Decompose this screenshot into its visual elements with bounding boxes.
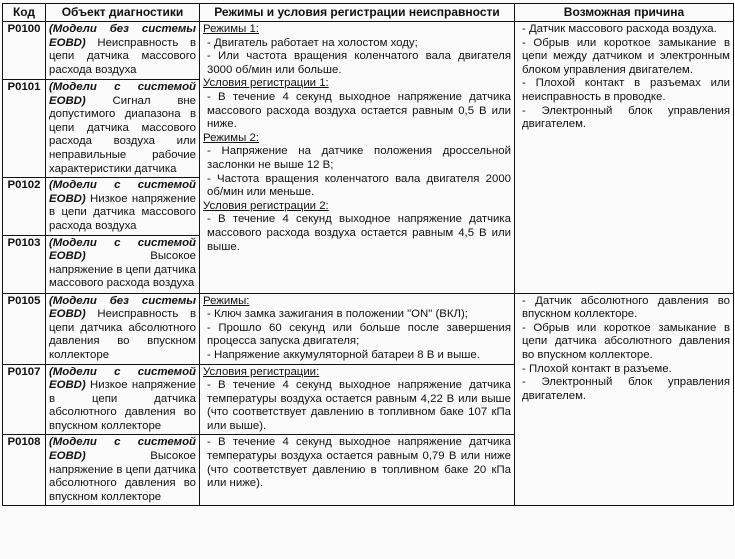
header-object: Объект диагностики	[46, 4, 200, 22]
model-note: (Модели без системы EOBD)	[49, 23, 196, 49]
cause-item: - Обрыв или короткое замыкание в цепи датчика абсолютного давления во впускном коллекторе.	[522, 321, 730, 361]
model-note: (Модели без системы EOBD)	[49, 294, 196, 321]
model-note: (Модели с системой EOBD)	[49, 436, 196, 463]
cause-item: - Датчик массового расхода воздуха.	[522, 23, 717, 35]
modes2-title: Режимы 2:	[203, 131, 259, 144]
model-note: (Модели с системой EOBD)	[49, 81, 196, 107]
cause-item: - Электронный блок управления двигателем.	[522, 376, 730, 402]
header-cause: Возможная причина	[515, 4, 734, 22]
diagnostic-object	[46, 178, 200, 235]
mode-item: - Напряжение на датчике положения дроссельной заслонки не выше 12 В;	[207, 145, 511, 171]
dtc-code: P0107	[3, 364, 46, 435]
modes1-title: Режимы 1:	[203, 23, 259, 35]
header-row	[3, 4, 734, 22]
header-modes: Режимы и условия регистрации неисправности	[200, 4, 515, 22]
dtc-code: P0108	[3, 435, 46, 506]
diagnostic-table	[2, 3, 734, 506]
mode-item: - Напряжение аккумуляторной батареи 8 В и выше.	[207, 348, 480, 361]
mode-item: - Или частота вращения коленчатого вала двигателя 3000 об/мин или больше.	[207, 50, 511, 76]
registration-text: - В течение 4 секунд выходное напряжение датчика массового расхода воздуха остается равным 0,5 В или ниже.	[207, 90, 511, 131]
registration-conditions-cell	[200, 364, 515, 435]
object-description: Неисправность в цепи датчика массового расхода воздуха	[49, 36, 197, 76]
diagnostic-object	[46, 293, 200, 364]
diagnostic-object	[46, 235, 200, 293]
modes-conditions-cell	[200, 293, 515, 364]
dtc-code: P0105	[3, 293, 46, 364]
registration-title: Условия регистрации:	[203, 365, 320, 378]
model-note: (Модели с системой EOBD)	[49, 365, 196, 392]
dtc-code: P0103	[3, 235, 46, 293]
mode-item: - Прошло 60 секунд или больше после завершения процесса запуска двигателя;	[207, 321, 511, 348]
model-note: (Модели с системой EOBD)	[49, 179, 196, 205]
mode-item: - Двигатель работает на холостом ходу;	[207, 36, 418, 49]
registration-conditions-cell	[200, 435, 515, 506]
mode-item: - Частота вращения коленчатого вала двигателя 2000 об/мин или меньше.	[207, 172, 511, 199]
object-description: Неисправность в цепи датчика абсолютного давления во впускном коллекторе	[49, 308, 197, 361]
cause-item: - Датчик абсолютного давления во впускном коллекторе.	[522, 294, 730, 321]
mode-item: - Ключ замка зажигания в положении "ON" (ВКЛ);	[207, 308, 468, 321]
cause-item: - Обрыв или короткое замыкание в цепи между датчиком и электронным блоком управления двигателем.	[522, 36, 730, 76]
diagnostic-object	[46, 80, 200, 178]
cause-item: - Плохой контакт в разъемах или неисправность в проводке.	[522, 77, 730, 103]
registration-text: - В течение 4 секунд выходное напряжение датчика температуры воздуха остается равным 0,79 В или ниже (что соответствует давлению в топливном баке 20 кПа или ниже).	[207, 436, 511, 490]
object-description: Низкое напряжение в цепи датчика абсолютного давления во впускном коллекторе	[49, 379, 196, 432]
possible-cause-cell	[515, 22, 734, 294]
registration1-title: Условия регистрации 1:	[203, 77, 329, 90]
object-description: Низкое напряжение в цепи датчика массового расхода воздуха	[49, 192, 196, 232]
registration-text: - В течение 4 секунд выходное напряжение датчика массового расхода воздуха остается равным 4,5 В или выше.	[207, 213, 511, 253]
modes-conditions-cell	[200, 22, 515, 294]
diagnostic-object	[46, 22, 200, 80]
cause-item: - Электронный блок управления двигателем.	[522, 104, 730, 131]
header-code: Код	[3, 4, 46, 22]
dtc-code: P0102	[3, 178, 46, 235]
registration2-title: Условия регистрации 2:	[203, 199, 329, 212]
diagnostic-object	[46, 435, 200, 506]
dtc-code: P0101	[3, 80, 46, 178]
model-note: (Модели с системой EOBD)	[49, 236, 196, 263]
possible-cause-cell	[515, 293, 734, 506]
object-description: Высокое напряжение в цепи датчика абсолютного давления во впускном коллекторе	[49, 450, 196, 503]
registration-text: - В течение 4 секунд выходное напряжение датчика температуры воздуха остается равным 4,22 В или выше (что соответствует давлению в топливном баке 107 кПа или выше).	[207, 379, 511, 432]
table-row	[3, 22, 734, 80]
cause-item: - Плохой контакт в разъеме.	[522, 362, 672, 375]
dtc-code: P0100	[3, 22, 46, 80]
object-description: Высокое напряжение в цепи датчика массового расхода воздуха	[49, 250, 196, 290]
diagnostic-object	[46, 364, 200, 435]
table-row	[3, 293, 734, 364]
modes-title: Режимы:	[203, 294, 250, 307]
object-description: Сигнал вне допустимого диапазона в цепи датчика массового расхода воздуха или неправильные рабочие характеристики датчика	[49, 94, 197, 175]
